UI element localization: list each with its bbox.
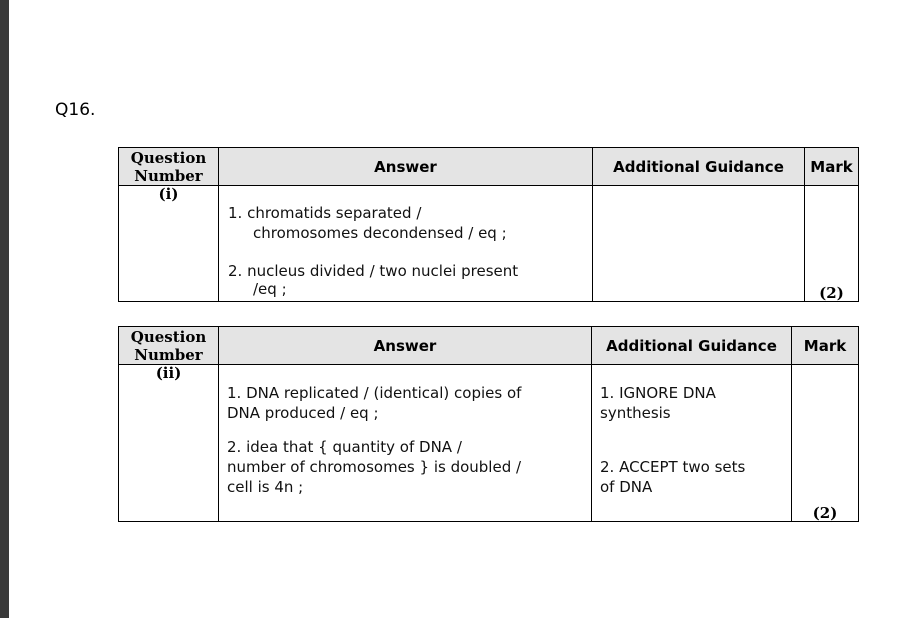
- question-header-line-1: Question: [130, 148, 207, 167]
- header-row: [119, 148, 859, 186]
- answer-point-line: cell is 4n ;: [227, 478, 304, 496]
- answer-point-line: chromosomes decondensed / eq ;: [253, 224, 507, 242]
- answer-point: [228, 261, 584, 297]
- question-label: Q16.: [55, 100, 96, 120]
- guidance-point-line: 2. ACCEPT two sets: [600, 458, 746, 476]
- answer-point: [227, 437, 583, 497]
- mark-header: Mark: [805, 148, 859, 186]
- guidance-point-line: of DNA: [600, 478, 653, 496]
- answer-point-line: 1. chromatids separated /: [228, 204, 422, 222]
- guidance-point: [600, 383, 785, 457]
- guidance-header: Additional Guidance: [592, 327, 792, 365]
- answer-header: Answer: [219, 148, 593, 186]
- answer-point-line: 2. idea that { quantity of DNA /: [227, 438, 462, 456]
- mark-cell: (2): [805, 186, 859, 302]
- window-edge-bar: [0, 0, 9, 618]
- answer-point-line: /eq ;: [253, 280, 287, 298]
- answer-point-line: DNA produced / eq ;: [227, 404, 379, 422]
- question-number-cell: (i): [119, 186, 219, 302]
- answer-row: [119, 365, 859, 522]
- answer-row: [119, 186, 859, 302]
- mark-cell: (2): [792, 365, 859, 522]
- mark-scheme-table-i: [118, 147, 859, 302]
- guidance-point-line: synthesis: [600, 404, 671, 422]
- guidance-point-line: 1. IGNORE DNA: [600, 384, 716, 402]
- header-row: [119, 327, 859, 365]
- answer-point-line: 1. DNA replicated / (identical) copies of: [227, 384, 522, 402]
- guidance-cell: [592, 365, 792, 522]
- answer-point-line: number of chromosomes } is doubled /: [227, 458, 522, 476]
- question-header-line-2: Number: [134, 166, 203, 185]
- mark-header: Mark: [792, 327, 859, 365]
- answer-point: [228, 203, 584, 261]
- question-header-line-1: Question: [130, 327, 207, 346]
- mark-scheme-table-ii: [118, 326, 859, 522]
- guidance-header: Additional Guidance: [593, 148, 805, 186]
- question-number-cell: (ii): [119, 365, 219, 522]
- answer-cell: [219, 186, 593, 302]
- answer-cell: [219, 365, 592, 522]
- answer-point-line: 2. nucleus divided / two nuclei present: [228, 262, 519, 280]
- guidance-cell: [593, 186, 805, 302]
- answer-point: [227, 383, 583, 437]
- guidance-point: [600, 457, 785, 497]
- answer-header: Answer: [219, 327, 592, 365]
- question-number-header: [119, 327, 219, 365]
- question-header-line-2: Number: [134, 345, 203, 364]
- question-number-header: [119, 148, 219, 186]
